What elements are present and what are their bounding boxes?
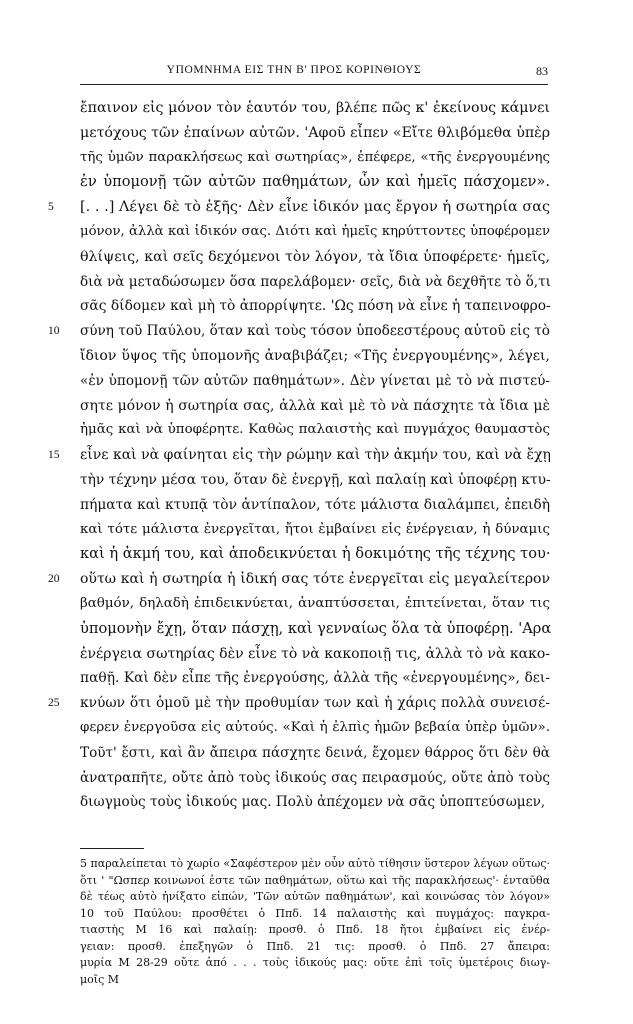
footnote-line: ὅτι ' "Ωσπερ κοινωνοί ἐστε τῶν παθημάτων, οὕτω καὶ τῆς παρακλήσεως'· ἐνταῦθα: [80, 873, 550, 887]
line-text: καὶ τότε μάλιστα ἐνεργεῖται, ἤτοι ἐμβαίνει εἰς ἐνέργειαν, ἡ δύναμις: [80, 521, 550, 537]
line-text: ἀνατραπῆτε, οὔτε ἀπὸ τοὺς ἰδικούς σας πειρασμούς, οὔτε ἀπὸ τοὺς: [80, 769, 550, 786]
line-text: διωγμοὺς τοὺς ἰδικούς μας. Πολὺ ἀπέχομεν νὰ σᾶς ὑποπτεύσωμεν,: [80, 794, 546, 811]
text-line: [80, 121, 550, 146]
text-line: [48, 319, 550, 344]
line-text: ἴδιον ὕψος τῆς ὑπομονῆς ἀναβιβάζει; «Τῆς ἐνεργουμένης», λέγει,: [80, 347, 550, 364]
text-line: [80, 617, 550, 642]
text-line: [80, 518, 550, 543]
text-line: [80, 592, 550, 617]
header-rule: [80, 84, 548, 85]
footnotes: [80, 856, 550, 988]
line-text: μετόχους τῶν ἐπαίνων αὐτῶν. 'Αφοῦ εἶπεν «Εἴτε θλιβόμεθα ὑπὲρ: [80, 124, 551, 141]
line-number: 25: [48, 697, 60, 710]
running-header: [80, 64, 548, 82]
text-line: [80, 294, 550, 319]
line-text: σύνη τοῦ Παύλου, ὅταν καὶ τοὺς τόσον ὑποδεεστέρους αὐτοῦ εἰς τὸ: [80, 323, 550, 340]
line-text: βαθμόν, δηλαδὴ ἐπιδεικνύεται, ἀναπτύσσεται, ἐπιτείνεται, ὅταν τις: [80, 595, 550, 611]
line-number: 20: [48, 573, 60, 586]
line-text: παθῇ. Καὶ δὲν εἶπε τῆς ἐνεργούσης, ἀλλὰ τῆς «ἐνεργουμένης», δει-: [80, 670, 550, 687]
text-line: [48, 443, 551, 468]
line-text: «ἐν ὑπομονῇ τῶν αὐτῶν παθημάτων». Δὲν γίνεται μὲ τὸ νὰ πιστεύ-: [80, 372, 550, 389]
footnote-rule: [80, 848, 144, 849]
text-line: [80, 245, 550, 270]
footnote-line: 5 παραλείπεται τὸ χωρίο «Σαφέστερον μὲν οὖν αὐτὸ τίθησιν ὕστερον λέγων οὕτως·: [80, 857, 550, 870]
line-text: οὕτω καὶ ἡ σωτηρία ἡ ἰδική σας τότε ἐνεργεῖται εἰς μεγαλείτερον: [80, 571, 550, 588]
text-line: [80, 666, 550, 691]
line-text: πήματα καὶ κτυπᾷ τὸν ἀντίπαλον, τότε μάλιστα διαλάμπει, ἐπειδὴ: [80, 496, 550, 513]
line-number: 15: [48, 449, 60, 462]
line-text: μόνον, ἀλλὰ καὶ ἰδικόν σας. Διότι καὶ ἡμεῖς κηρύττοντες ὑποφέρομεν: [80, 223, 550, 239]
line-text: καὶ ἡ ἀκμή του, καὶ ἀποδεικνύεται ἡ δοκιμότης τῆς τέχνης του·: [80, 545, 551, 563]
footnote-line: μυρία Μ 28-29 οὔτε ἀπό . . . τοὺς ἰδικούς μας: οὔτε ἐπὶ τοῖς ὑμετέροις διωγ-: [80, 956, 550, 969]
line-text: κνύων ὅτι ὁμοῦ μὲ τὴν προθυμίαν των καὶ ἡ χάρις πολλὰ συνεισέ-: [80, 695, 550, 712]
line-number: 5: [48, 201, 54, 214]
footnote-line: 10 τοῦ Παύλου: προσθέτει ὁ Ππδ. 14 παλαιστὴς καὶ πυγμάχος: παγκρα-: [80, 906, 550, 920]
text-line: [80, 741, 550, 766]
text-line: [80, 766, 550, 791]
text-line: [80, 468, 550, 493]
footnote-line: γειαν: προσθ. ἐπεξηγῶν ὁ Ππδ. 21 τις: προσθ. ὁ Ππδ. 27 ἄπειρα:: [80, 939, 550, 953]
text-line: [80, 170, 550, 195]
line-text: σᾶς δίδομεν καὶ μὴ τὸ ἀπορρίψητε. 'Ως πόση νὰ εἶνε ἡ ταπεινοφρο-: [80, 298, 551, 315]
text-line: [80, 96, 550, 121]
text-line: [80, 642, 550, 667]
line-text: εἶνε καὶ νὰ φαίνηται εἰς τὴν ρώμην καὶ τὴν ἀκμήν του, καὶ νὰ ἔχῃ: [80, 447, 551, 464]
line-text: ὑπομονὴν ἔχῃ, ὅταν πάσχῃ, καὶ γενναίως ὅλα τὰ ὑποφέρῃ. 'Αρα: [80, 619, 552, 637]
text-line: [80, 369, 550, 394]
line-text: σητε μόνον ἡ σωτηρία σας, ἀλλὰ καὶ μὲ τὸ νὰ πάσχητε τὰ ἴδια μὲ: [80, 397, 550, 414]
line-text: ἐν ὑπομονῇ τῶν αὐτῶν παθημάτων, ὧν καὶ ἡμεῖς πάσχομεν».: [80, 173, 550, 191]
line-text: θλίψεις, καὶ σεῖς δεχόμενοι τὸν λόγον, τὰ ἴδια ὑποφέρετε· ἡμεῖς,: [80, 248, 550, 265]
text-line: [80, 220, 550, 245]
text-line: [48, 691, 550, 716]
footnote-line: δὲ τέως αὐτὸ ἠνίξατο εἰπών, 'Τῶν αὐτῶν παθημάτων', καὶ κοινώσας τὸν λόγον»: [80, 890, 550, 903]
line-number: 10: [48, 325, 60, 338]
line-text: διὰ νὰ μεταδώσωμεν ὅσα παρελάβομεν· σεῖς, διὰ νὰ δεχθῆτε τὸ ὅ,τι: [80, 273, 551, 290]
line-text: ἐνέργεια σωτηρίας δὲν εἶνε τὸ νὰ κακοποιῇ τις, ἀλλὰ τὸ νὰ κακο-: [80, 645, 550, 662]
line-text: φερεν ἐνεργοῦσα εἰς αὐτούς. «Καὶ ἡ ἐλπὶς ἡμῶν βεβαία ὑπὲρ ὑμῶν».: [80, 719, 550, 735]
text-line: [80, 146, 550, 171]
text-line: [80, 542, 550, 567]
line-text: τὴν τέχνην μέσα του, ὅταν δὲ ἐνεργῇ, καὶ παλαίῃ καὶ ὑποφέρῃ κτυ-: [80, 471, 551, 488]
line-text: Τοῦτ' ἔστι, καὶ ἂν ἄπειρα πάσχητε δεινά, ἔχομεν θάρρος ὅτι δὲν θὰ: [80, 744, 550, 761]
footnote-line: τιαστὴς Μ 16 καὶ παλαίῃ: προσθ. ὁ Ππδ. 18 ἤτοι ἐμβαίνει εἰς ἐνέρ-: [80, 923, 550, 936]
page-number: 83: [536, 64, 548, 78]
text-line: [80, 418, 550, 443]
text-line: [48, 195, 550, 220]
running-title: ΥΠΟΜΝΗΜΑ ΕΙΣ ΤΗΝ Β' ΠΡΟΣ ΚΟΡΙΝΘΙΟΥΣ: [166, 64, 422, 76]
line-text: ἡμᾶς καὶ νὰ ὑποφέρητε. Καθὼς παλαιστὴς καὶ πυγμάχος θαυμαστὸς: [80, 422, 550, 438]
text-line: [80, 790, 550, 815]
text-line: [80, 716, 550, 741]
text-line: [80, 270, 550, 295]
line-text: τῆς ὑμῶν παρακλήσεως καὶ σωτηρίας», ἐπέφερε, «τῆς ἐνεργουμένης: [80, 149, 550, 165]
footnote-line: μοῖς Μ: [80, 972, 120, 986]
line-text: ἔπαινον εἰς μόνον τὸν ἑαυτόν του, βλέπε πῶς κ' ἐκείνους κάμνει: [80, 100, 550, 116]
text-line: [48, 567, 550, 592]
line-text: [. . .] Λέγει δὲ τὸ ἑξῆς· Δὲν εἶνε ἰδικόν μας ἔργον ἡ σωτηρία σας: [80, 199, 550, 216]
text-line: [80, 493, 550, 518]
text-line: [80, 394, 550, 419]
text-line: [80, 344, 550, 369]
main-text: [48, 96, 552, 815]
